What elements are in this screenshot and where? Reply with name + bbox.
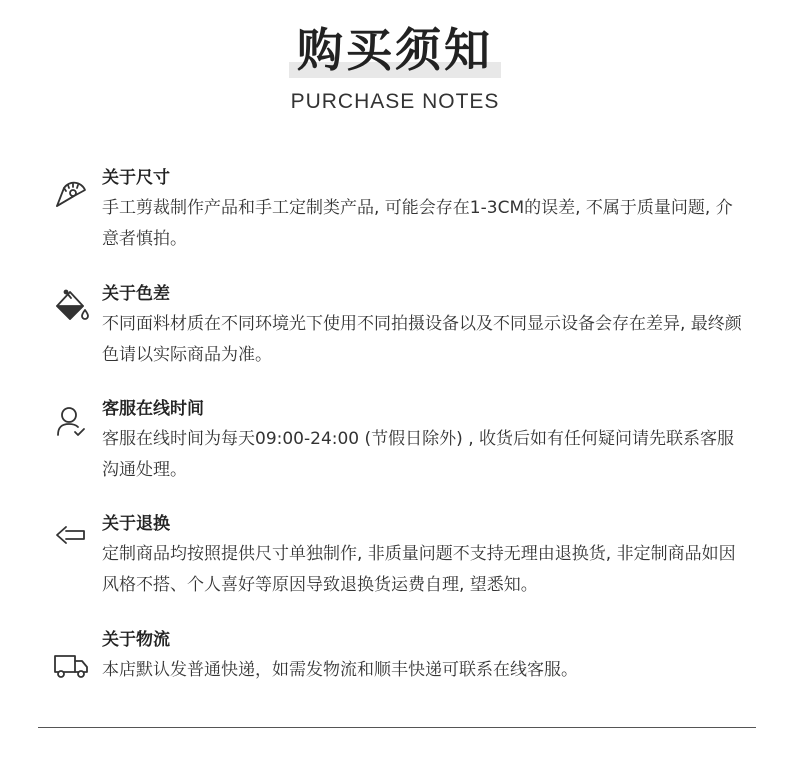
section-title: 关于色差 <box>102 284 170 304</box>
section-title: 客服在线时间 <box>102 399 204 419</box>
bottom-divider <box>38 727 756 728</box>
return-arrow-icon <box>52 516 90 554</box>
section-body: 不同面料材质在不同环境光下使用不同拍摄设备以及不同显示设备会存在差异, 最终颜色请以实际商品为准。 <box>102 314 742 365</box>
section-title: 关于物流 <box>102 630 170 650</box>
section-body: 本店默认发普通快递，如需发物流和顺丰快递可联系在线客服。 <box>102 660 578 680</box>
ruler-icon <box>52 174 90 212</box>
page-title-text: 购买须知 <box>297 23 493 77</box>
section-title: 关于尺寸 <box>102 168 170 188</box>
customer-service-icon <box>52 403 90 441</box>
section-body: 客服在线时间为每天09:00-24:00 (节假日除外) , 收货后如有任何疑问请先联系客服沟通处理。 <box>102 429 734 480</box>
page-title <box>289 18 501 82</box>
page-subtitle: PURCHASE NOTES <box>290 90 500 113</box>
delivery-truck-icon <box>52 646 90 684</box>
paint-bucket-icon <box>52 288 90 326</box>
section-body: 手工剪裁制作产品和手工定制类产品, 可能会存在1-3CM的误差, 不属于质量问题, 介意者慎拍。 <box>102 198 733 249</box>
section-title: 关于退换 <box>102 514 170 534</box>
title-block <box>0 18 790 82</box>
section-body: 定制商品均按照提供尺寸单独制作, 非质量问题不支持无理由退换货, 非定制商品如因风格不搭、个人喜好等原因导致退换货运费自理, 望悉知。 <box>102 544 736 595</box>
